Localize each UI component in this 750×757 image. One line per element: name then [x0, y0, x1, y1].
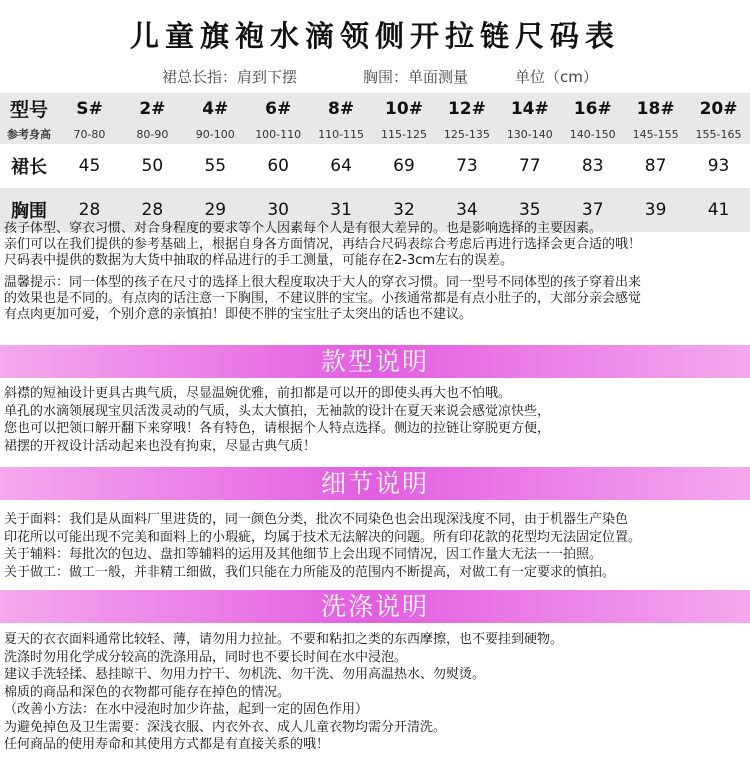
wash-line: 为避免掉色及卫生需要：深浅衣服、内衣外衣、成人儿童衣物均需分开清洗。 — [4, 719, 447, 735]
wash-line: 洗涤时勿用化学成分较高的洗涤用品，同时也不要长时间在水中浸泡。 — [4, 649, 408, 665]
size-cell: 12# — [435, 93, 498, 124]
height-cell: 100-110 — [247, 124, 310, 144]
length-cell: 83 — [561, 144, 624, 188]
row-label-length: 裙长 — [0, 144, 58, 188]
length-cell: 50 — [121, 144, 184, 188]
chest-cell: 28 — [121, 188, 184, 232]
unit-note: 单位（cm） — [515, 68, 598, 86]
height-cell: 145-155 — [624, 124, 687, 144]
chest-cell: 35 — [498, 188, 561, 232]
model-row — [0, 93, 750, 124]
wash-line: 棉质的商品和深色的衣物都可能存在掉色的情况。 — [4, 684, 291, 700]
style-line: 您也可以把领口解开翻下来穿哦！各有特色，请根据个人特点选择。侧边的拉链让穿脱更方便， — [4, 421, 551, 436]
detail-line: 关于做工：做工一般，并非精工细做，我们只能在力所能及的范围内不断提高，对做工有一定要求的慎拍。 — [4, 564, 616, 580]
height-cell: 155-165 — [687, 124, 750, 144]
chest-cell: 31 — [310, 188, 373, 232]
tips-block — [4, 275, 746, 323]
wash-heading-banner: 洗涤说明 — [0, 590, 750, 623]
tips-line: 有点肉更加可爱，个别介意的亲慎拍！即使不胖的宝宝肚子太突出的话也不建议。 — [4, 307, 473, 322]
tips-line: 的效果也是不同的。有点肉的话注意一下胸围，不建议胖的宝宝。小孩通常都是有点小肚子的，大部分亲会感觉 — [4, 291, 642, 306]
length-cell: 69 — [373, 144, 436, 188]
length-cell: 45 — [58, 144, 121, 188]
size-cell: 8# — [310, 93, 373, 124]
height-cell: 80-90 — [121, 124, 184, 144]
row-label-height: 参考身高 — [0, 124, 58, 144]
detail-line: 关于面料：我们是从面料厂里进货的，同一颜色分类，批次不同染色也会出现深浅度不同，由于机器生产染色 — [4, 512, 629, 527]
chest-cell: 28 — [58, 188, 121, 232]
length-cell: 55 — [184, 144, 247, 188]
detail-line: 印花所以可能出现不完美和面料上的小瑕疵，均属于技术无法解决的问题。所有印花款的花型均无法固定位置。 — [4, 529, 642, 545]
wash-line: 任何商品的使用寿命和其使用方式都是有直接关系的哦！ — [4, 737, 330, 752]
size-cell: 2# — [121, 93, 184, 124]
wash-line: （改善小方法：在水中浸泡时加少许盐，起到一定的固色作用） — [4, 702, 369, 717]
height-row — [0, 124, 750, 144]
height-cell: 70-80 — [58, 124, 121, 144]
row-label-chest: 胸围 — [0, 188, 58, 232]
chest-cell: 30 — [247, 188, 310, 232]
detail-heading-banner: 细节说明 — [0, 467, 750, 500]
height-cell: 140-150 — [561, 124, 624, 144]
length-cell: 87 — [624, 144, 687, 188]
length-note: 裙总长指：肩到下摆 — [162, 68, 298, 86]
chest-cell: 29 — [184, 188, 247, 232]
chest-cell: 39 — [624, 188, 687, 232]
page-title: 儿童旗袍水滴领侧开拉链尺码表 — [129, 19, 620, 53]
chest-cell: 32 — [373, 188, 436, 232]
size-cell: 16# — [561, 93, 624, 124]
wash-instructions — [4, 631, 746, 754]
disclaimer-line: 亲们可以在我们提供的参考基础上，根据自身各方面情况，再结合尺码表综合考虑后再进行选择会更合适的哦！ — [4, 237, 642, 252]
tips-line: 温馨提示：同一体型的孩子在尺寸的选择上很大程度取决于大人的穿衣习惯。同一型号不同体型的孩子穿着出来 — [4, 275, 642, 290]
size-cell: S# — [58, 93, 121, 124]
style-heading-banner: 款型说明 — [0, 345, 750, 378]
style-line: 裙摆的开衩设计活动起来也没有拘束，尽显古典气质！ — [4, 438, 317, 454]
measurement-notes — [0, 66, 750, 88]
wash-line: 建议手洗轻揉、悬挂晾干、勿用力拧干、勿机洗、勿干洗、勿用高温热水、勿熨烫。 — [4, 667, 486, 682]
length-row — [0, 144, 750, 188]
size-cell: 4# — [184, 93, 247, 124]
detail-description — [4, 511, 746, 581]
detail-line: 关于辅料：每批次的包边、盘扣等辅料的运用及其他细节上会出现不同情况，因工作量大无法一一拍照。 — [4, 547, 603, 562]
size-table — [0, 93, 750, 232]
size-cell: 14# — [498, 93, 561, 124]
size-cell: 20# — [687, 93, 750, 124]
size-cell: 10# — [373, 93, 436, 124]
length-cell: 93 — [687, 144, 750, 188]
row-label-model: 型号 — [0, 93, 58, 124]
height-cell: 115-125 — [373, 124, 436, 144]
disclaimer-line: 尺码表中提供的数据为大货中抽取的样品进行的手工测量，可能存在2-3cm左右的误差。 — [4, 253, 514, 268]
chest-cell: 37 — [561, 188, 624, 232]
length-cell: 77 — [498, 144, 561, 188]
wash-line: 夏天的衣衣面料通常比较轻、薄，请勿用力拉扯。不要和粘扣之类的东西摩擦，也不要挂到硬物。 — [4, 632, 564, 647]
length-cell: 60 — [247, 144, 310, 188]
length-cell: 73 — [435, 144, 498, 188]
length-cell: 64 — [310, 144, 373, 188]
height-cell: 90-100 — [184, 124, 247, 144]
disclaimer-line: 孩子体型、穿衣习惯、对合身程度的要求等个人因素每个人是有很大差异的。也是影响选择的主要因素。 — [4, 221, 603, 236]
style-description — [4, 385, 746, 455]
chest-note: 胸围：单面测量 — [363, 68, 469, 86]
chest-cell: 41 — [687, 188, 750, 232]
disclaimer-block — [4, 221, 746, 269]
style-line: 单孔的水滴领展现宝贝活泼灵动的气质，头太大慎拍，无袖款的设计在夏天来说会感觉凉快些， — [4, 403, 551, 419]
height-cell: 110-115 — [310, 124, 373, 144]
style-line: 斜襟的短袖设计更具古典气质，尽显温婉优雅，前扣都是可以开的即使头再大也不怕哦。 — [4, 386, 512, 401]
size-cell: 18# — [624, 93, 687, 124]
size-cell: 6# — [247, 93, 310, 124]
height-cell: 130-140 — [498, 124, 561, 144]
height-cell: 125-135 — [435, 124, 498, 144]
chest-cell: 34 — [435, 188, 498, 232]
